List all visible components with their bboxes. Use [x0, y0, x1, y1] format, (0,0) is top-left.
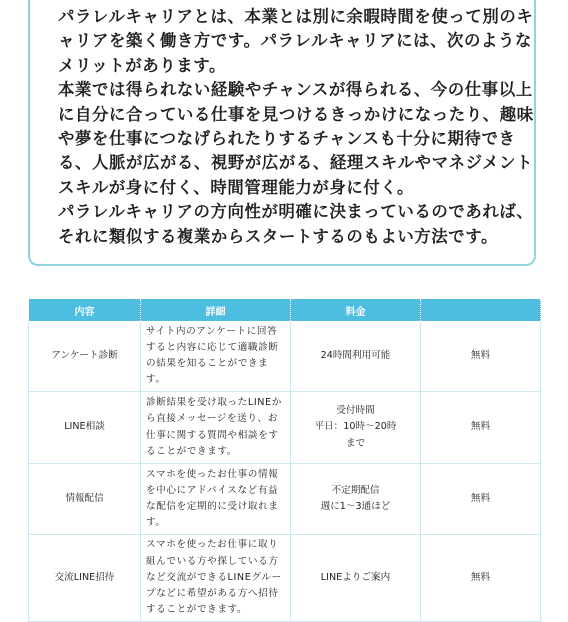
cell-detail: スマホを使ったお仕事に取り組んでいる方や探している方など交流ができるLINEグループなどに希望がある方へ招待することができます。 [141, 535, 291, 622]
cell-content: アンケート診断 [29, 321, 141, 392]
cell-plan [291, 392, 421, 464]
intro-line: る、人脈が広がる、視野が広がる、経理スキルやマネジメント [58, 153, 534, 173]
service-table-wrap [28, 299, 540, 622]
intro-line: パラレルキャリアの方向性が明確に決まっているのであれば、 [58, 202, 534, 222]
table-row [29, 321, 541, 392]
plan-line: まで [345, 437, 366, 449]
plan-line: 週に1〜3通ほど [320, 501, 391, 512]
cell-fee: 無料 [421, 392, 541, 464]
plan-line: 24時間利用可能 [320, 349, 391, 361]
intro-line: それに類似する複業からスタートするのもよい方法です。 [58, 226, 498, 246]
header-content: 内容 [29, 299, 141, 321]
table-header-row [29, 299, 541, 321]
service-table [28, 299, 541, 622]
plan-line: 平日：10時〜20時 [314, 421, 397, 433]
intro-line: ャリアを築く働き方です。パラレルキャリアには、次のような [58, 31, 533, 51]
intro-line: パラレルキャリアとは、本業とは別に余暇時間を使って別のキ [58, 7, 534, 26]
cell-content: 交流LINE招待 [29, 535, 141, 622]
table-row [29, 535, 541, 622]
cell-plan [291, 535, 421, 622]
intro-box [28, 0, 536, 266]
intro-line: や夢を仕事につなげられたりするチャンスも十分に期待でき [58, 129, 516, 149]
plan-line: 不定期配信 [331, 484, 380, 496]
cell-detail: サイト内のアンケートに回答すると内容に応じて適職診断の結果を知ることができます。 [141, 321, 291, 392]
intro-line: メリットがあります。 [58, 55, 226, 75]
plan-line: 受付時間 [336, 405, 375, 417]
table-row [29, 464, 541, 535]
cell-fee: 無料 [421, 464, 541, 535]
header-detail: 詳細 [141, 299, 291, 321]
intro-line: スキルが身に付く、時間管理能力が身に付く。 [58, 177, 414, 197]
table-row [29, 392, 541, 464]
cell-content: 情報配信 [29, 464, 141, 535]
plan-line: LINEよりご案内 [320, 571, 391, 583]
intro-line: に自分に合っている仕事を見つけるきっかけになったり、趣味 [58, 104, 534, 124]
header-plan: 料金 [291, 299, 421, 321]
cell-plan [291, 464, 421, 535]
intro-line: 本業では得られない経験やチャンスが得られる、今の仕事以上 [58, 80, 533, 100]
cell-fee: 無料 [421, 321, 541, 392]
cell-plan [291, 321, 421, 392]
cell-detail: 診断結果を受け取ったLINEから直接メッセージを送り、お仕事に関する質問や相談をすることができます。 [141, 392, 291, 464]
cell-content: LINE相談 [29, 392, 141, 464]
cell-fee: 無料 [421, 535, 541, 622]
cell-detail: スマホを使ったお仕事の情報を中心にアドバイスなど有益な配信を定期的に受け取れます。 [141, 464, 291, 535]
header-fee [421, 299, 541, 321]
